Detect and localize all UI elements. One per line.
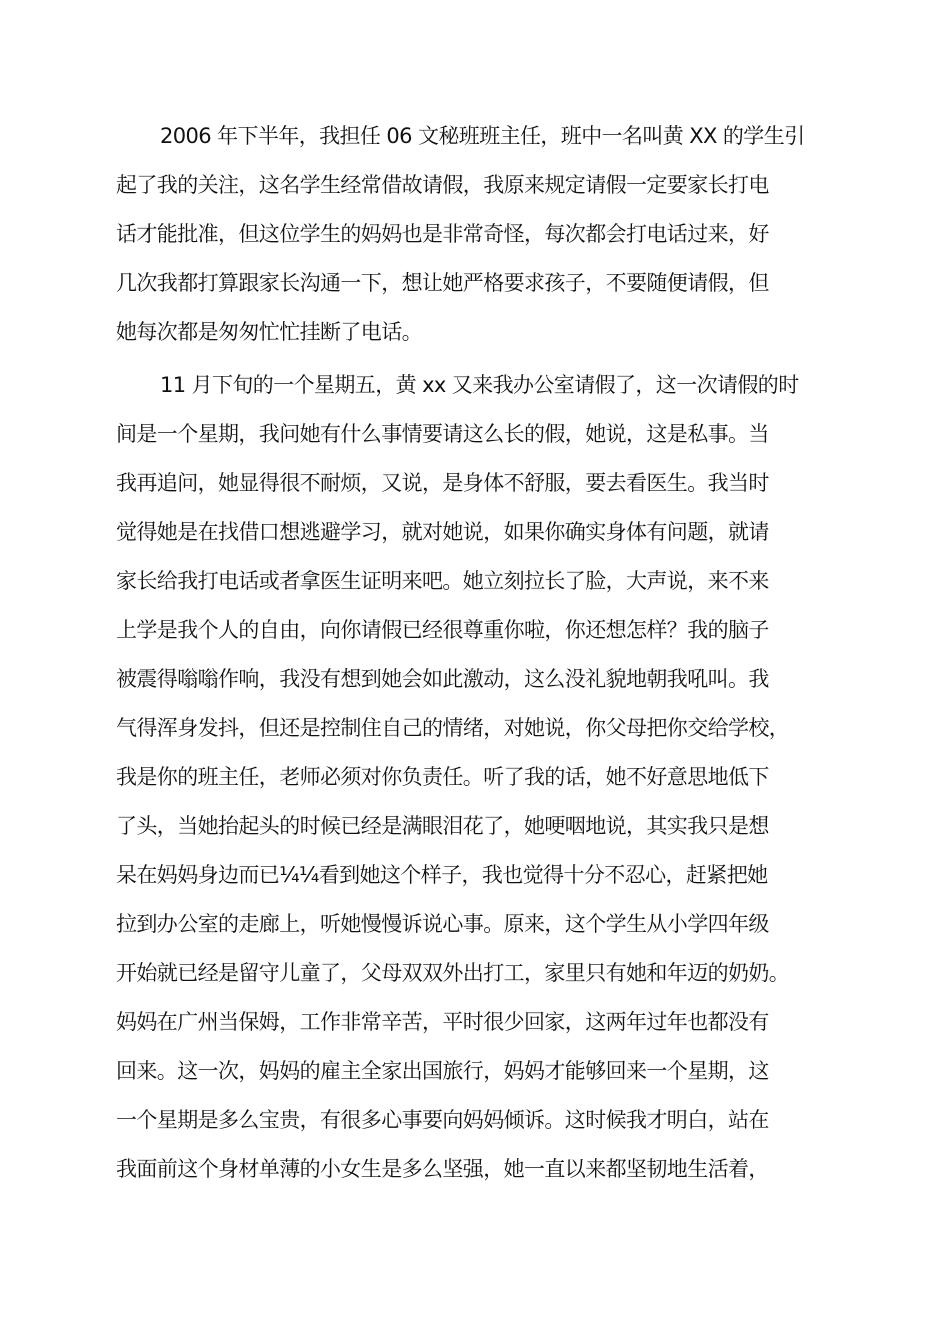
text-line: 一个星期是多么宝贵，有很多心事要向妈妈倾诉。这时候我才明白，站在 [116,1108,769,1132]
text-line: 呆在妈妈身边而已¼¼看到她这个样子，我也觉得十分不忍心，赶紧把她 [116,863,768,887]
text-line: 被震得嗡嗡作响，我没有想到她会如此激动，这么没礼貌地朝我吼叫。我 [116,667,769,691]
text-line: 几次我都打算跟家长沟通一下，想让她严格要求孩子，不要随便请假，但 [116,271,769,295]
text-line: 起了我的关注，这名学生经常借故请假，我原来规定请假一定要家长打电 [116,173,769,197]
paragraph-1 [116,112,805,357]
text-line: 2006 年下半年，我担任 06 文秘班班主任，班中一名叫黄 XX 的学生引 [160,124,805,148]
text-line: 拉到办公室的走廊上，听她慢慢诉说心事。原来，这个学生从小学四年级 [116,912,769,936]
text-line: 间是一个星期，我问她有什么事情要请这么长的假，她说，这是私事。当 [116,422,769,446]
text-line: 我再追问，她显得很不耐烦，又说，是身体不舒服，要去看医生。我当时 [116,471,769,495]
text-line: 家长给我打电话或者拿医生证明来吧。她立刻拉长了脸，大声说，来不来 [116,569,769,593]
text-line: 了头，当她抬起头的时候已经是满眼泪花了，她哽咽地说，其实我只是想 [116,814,769,838]
text-line: 觉得她是在找借口想逃避学习，就对她说，如果你确实身体有问题，就请 [116,520,769,544]
text-line: 妈妈在广州当保姆，工作非常辛苦，平时很少回家，这两年过年也都没有 [116,1010,769,1034]
text-line: 气得浑身发抖，但还是控制住自己的情绪，对她说，你父母把你交给学校， [116,716,790,740]
text-line: 上学是我个人的自由，向你请假已经很尊重你啦，你还想怎样？我的脑子 [116,618,769,642]
text-line: 我面前这个身材单薄的小女生是多么坚强，她一直以来都坚韧地生活着， [116,1157,769,1181]
text-line: 话才能批准，但这位学生的妈妈也是非常奇怪，每次都会打电话过来，好 [116,222,769,246]
text-line: 我是你的班主任，老师必须对你负责任。听了我的话，她不好意思地低下 [116,765,769,789]
text-line: 11 月下旬的一个星期五，黄 xx 又来我办公室请假了，这一次请假的时 [160,373,799,397]
paragraph-2 [116,361,799,1194]
text-line: 开始就已经是留守儿童了，父母双双外出打工，家里只有她和年迈的奶奶。 [116,961,790,985]
text-line: 她每次都是匆匆忙忙挂断了电话。 [116,320,422,344]
text-line: 回来。这一次，妈妈的雇主全家出国旅行，妈妈才能够回来一个星期，这 [116,1059,769,1083]
